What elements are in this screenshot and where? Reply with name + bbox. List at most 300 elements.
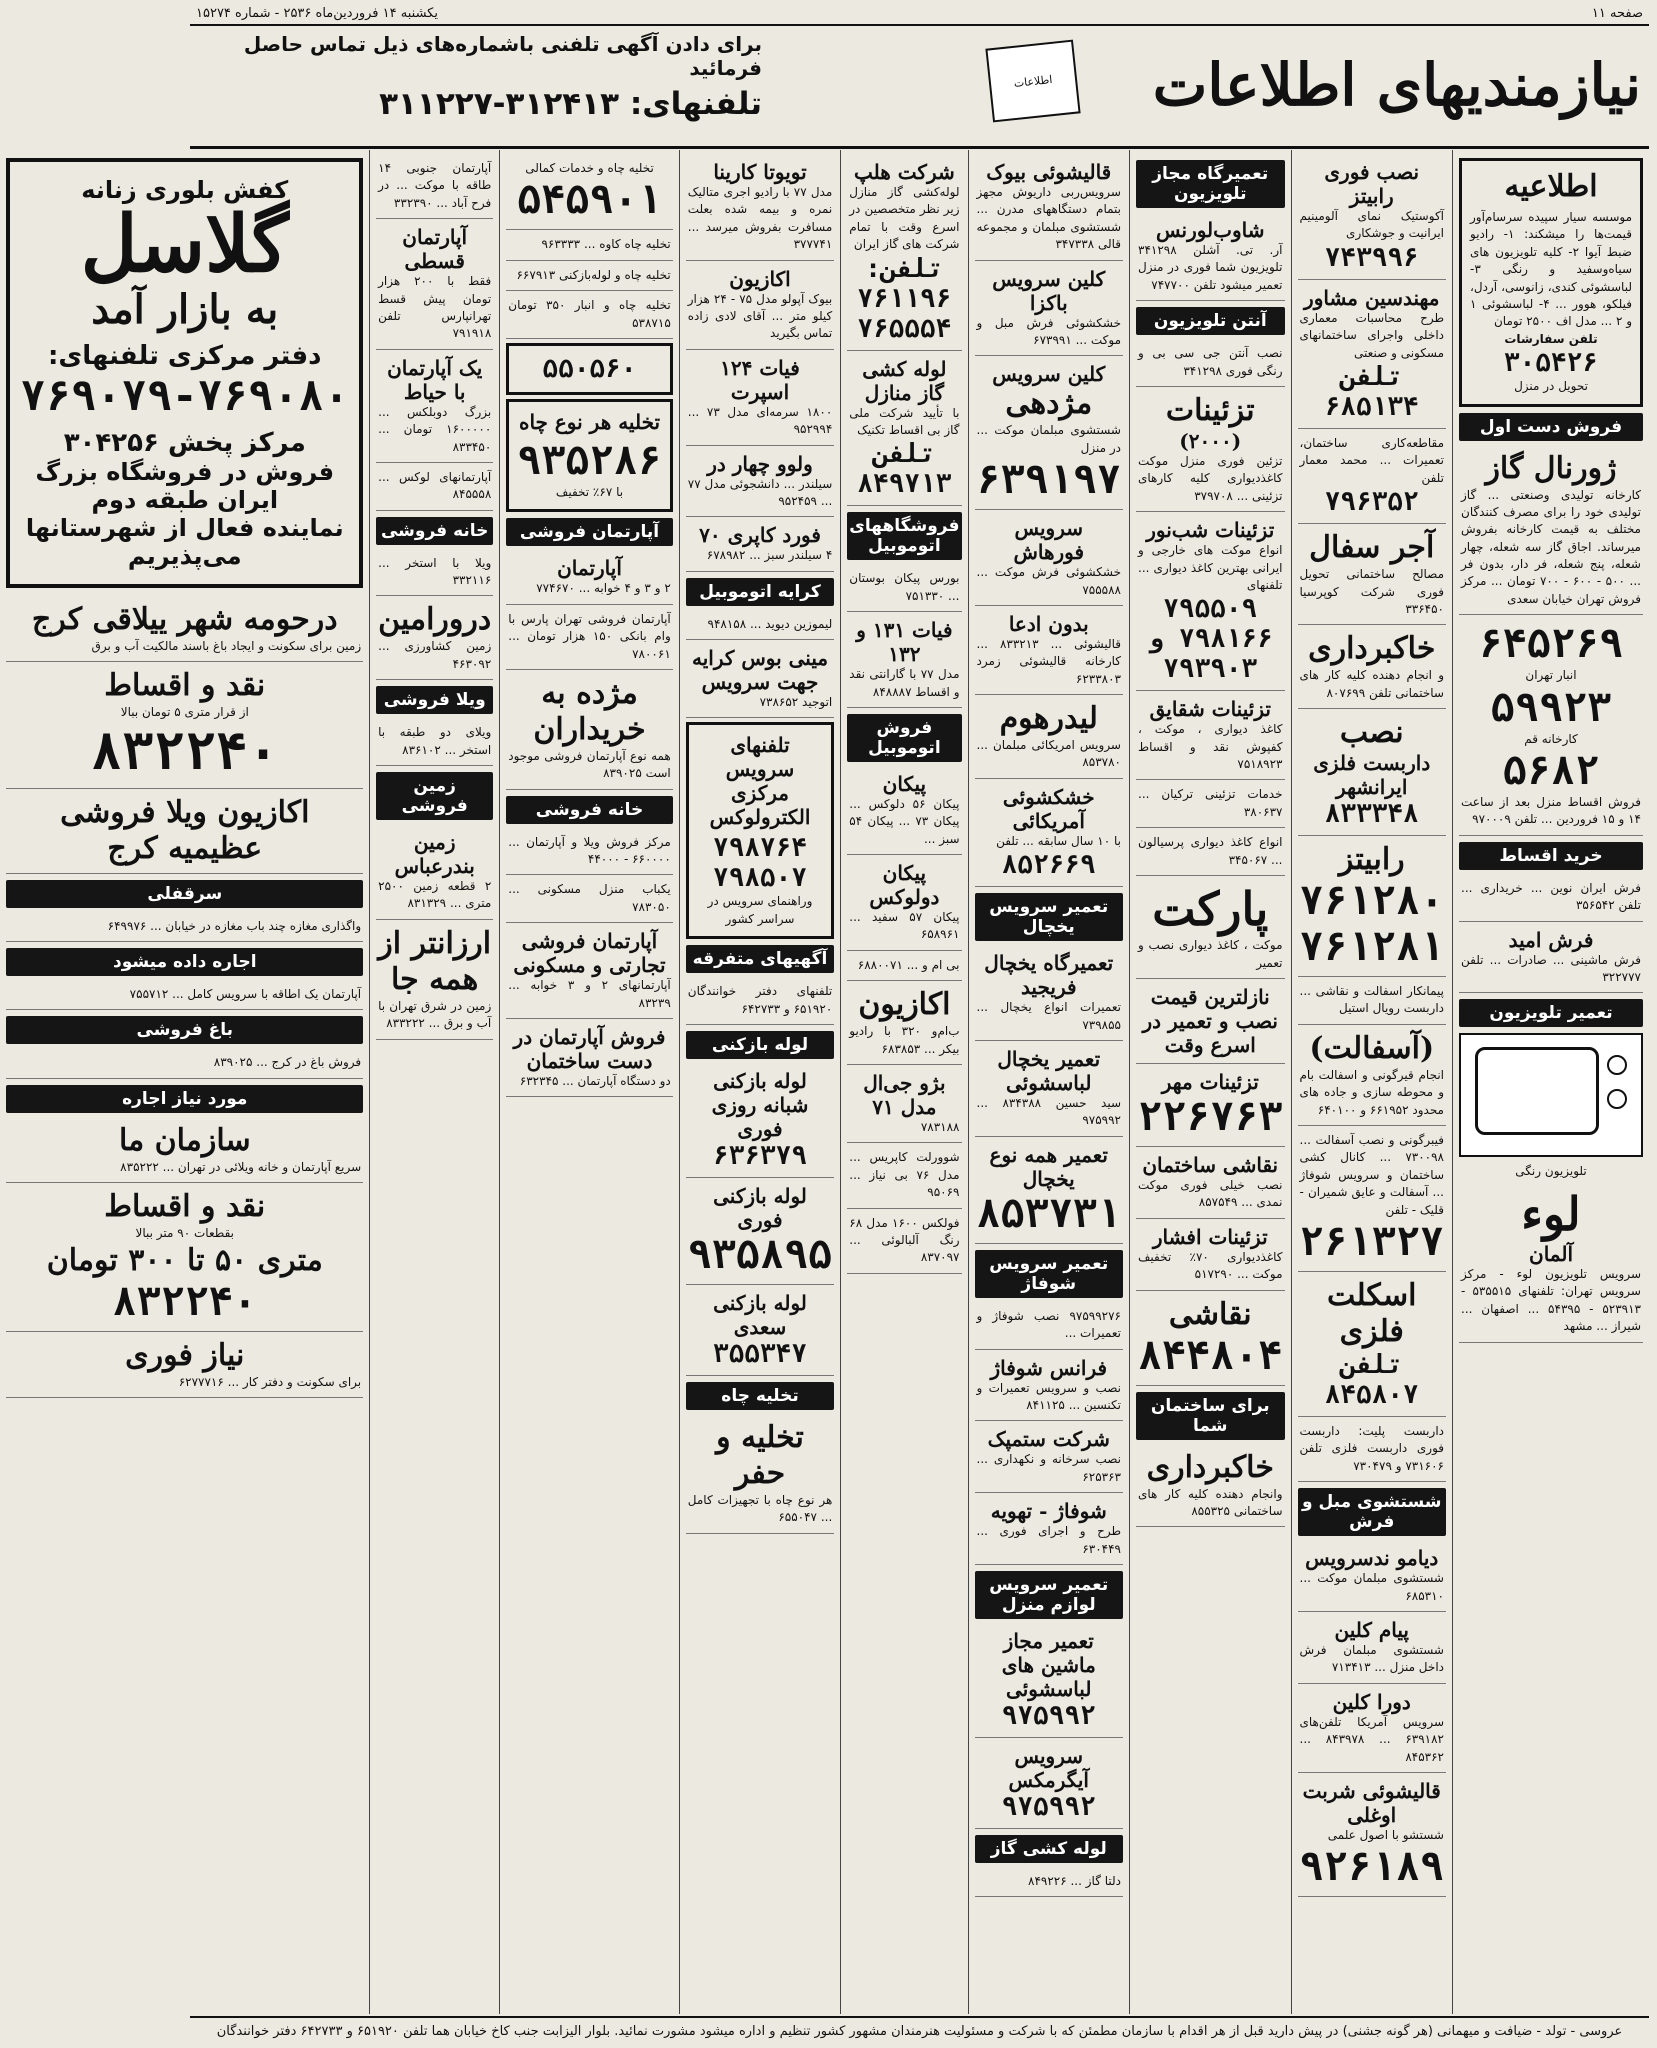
column-5 bbox=[840, 150, 967, 2014]
ad bbox=[975, 1350, 1124, 1422]
ad-body: فروش باغ در کرج ... ۸۳۹۰۲۵ bbox=[213, 1055, 362, 1070]
ad-title: لوله کشی گاز منازل bbox=[862, 356, 947, 405]
ad-body: تزئین فوری منزل موکت کاغذدیواری کلیه کارهای تزئینی ... ۳۷۹۷۰۸ bbox=[1138, 453, 1283, 503]
ad-body: زمین کشاورزی ... ۴۶۳۰۹۲ bbox=[378, 639, 492, 671]
ad bbox=[1298, 977, 1447, 1025]
ad bbox=[506, 550, 673, 604]
ad-columns bbox=[20, 150, 1649, 2014]
ad-title: لوله بازکنی شبانه روزی فوری bbox=[711, 1069, 809, 1142]
ad bbox=[975, 154, 1124, 261]
ad-body: کارخانه تولیدی وصنعتی ... گاز تولیدی خود را برای مصرف کنندگان مختلف به قیمت کارخانه بفروش میرساند. اجاق گاز سه شعله، چهار شعله، پنج شعله، فر دار، بدون فر ... ۵۰۰ - ۶۰۰ - ۷۰۰ تومان ... مرکز فروش تهران خیابان سعدی bbox=[1461, 487, 1641, 606]
ad bbox=[686, 1285, 835, 1376]
ad-subtitle: عظیمیه کرج bbox=[107, 830, 263, 866]
ad-body: همه نوع آپارتمان فروشی موجود است ۸۳۹۰۲۵ bbox=[508, 748, 671, 781]
ad-title: تویوتا کارینا bbox=[713, 160, 807, 184]
ad bbox=[1136, 876, 1285, 979]
ad-phone: ۸۵۳۷۳۱ bbox=[976, 1190, 1121, 1237]
ad-title: بژو جی‌ال مدل ۷۱ bbox=[863, 1071, 946, 1120]
ad-body: آپارتمانهای ۲ و ۳ خوابه ... ۸۳۲۳۹ bbox=[508, 978, 671, 1010]
ad-title: درحومه شهر ییلاقی کرج bbox=[31, 601, 338, 637]
ad-phone: ۵۴۵۹۰۱ bbox=[517, 177, 662, 224]
ad-subtitle: نصب و تعمیر در اسرع وقت bbox=[1142, 1009, 1278, 1057]
ad-body: نصب آنتن جی سی بی و رنگی فوری ۳۴۱۲۹۸ bbox=[1138, 346, 1283, 378]
ad-phone: ۸۳۲۲۴۰ bbox=[112, 1278, 258, 1325]
ad-title: پیکان bbox=[882, 771, 927, 796]
ad-title: نقد و اقساط bbox=[104, 1189, 266, 1225]
section-header: تعمیر سرویس یخچال bbox=[975, 893, 1124, 941]
ad-title: پیام کلین bbox=[1334, 1617, 1409, 1642]
ad-title: ولوو چهار در bbox=[707, 451, 813, 476]
ad bbox=[686, 1414, 835, 1534]
ad-body: قالیشوئی ... ۸۳۳۲۱۳ ... کارخانه قالیشوئی زمرد ۶۲۳۳۸۰۳ bbox=[976, 636, 1121, 686]
ad bbox=[686, 446, 835, 518]
column-3 bbox=[1129, 150, 1291, 2014]
ad-phone: ۷۹۸۵۰۷ bbox=[713, 863, 807, 894]
section-header: خانه فروشی bbox=[506, 796, 673, 824]
ad bbox=[1136, 979, 1285, 1064]
ad-title: لوله بازکنی سعدی bbox=[713, 1291, 807, 1340]
ad bbox=[847, 981, 961, 1065]
ad-body: آپارتمان جنوبی ۱۴ طاقه با موکت ... در فرح آباد ... ۳۳۲۳۹۰ bbox=[378, 161, 492, 210]
ad-title: متری ۵۰ تا ۳۰۰ تومان bbox=[46, 1242, 323, 1278]
boxed-ad bbox=[506, 399, 673, 512]
ad-title: پارکت bbox=[1152, 882, 1269, 937]
ad bbox=[506, 291, 673, 339]
section-header: خرید اقساط bbox=[1459, 842, 1643, 870]
ad-title: فورد کاپری ۷۰ bbox=[699, 523, 821, 548]
tv-screen bbox=[1475, 1047, 1599, 1135]
section-header: خانه فروشی bbox=[376, 517, 493, 545]
ad bbox=[376, 549, 493, 597]
ad-body: بی ام و ... ۶۸۸۰۰۷۱ bbox=[857, 957, 960, 972]
section-header: آنتن تلویزیون bbox=[1136, 307, 1285, 335]
ad bbox=[975, 1738, 1124, 1829]
ad bbox=[6, 1332, 363, 1398]
ad-body: پیمانکار اسفالت و نقاشی ... داربست رویال استیل bbox=[1299, 984, 1444, 1016]
ad-body: وانجام دهنده کلیه کار های ساختمانی ۸۵۵۳۲۵ bbox=[1138, 1486, 1283, 1518]
ad-body: سرویس آمریکا تلفن‌های ۶۳۹۱۸۲ ... ۸۴۳۹۷۸ ... ۸۴۵۳۶۲ bbox=[1299, 1714, 1444, 1764]
newspaper-page bbox=[20, 0, 1657, 2048]
ad-phone: ۷۹۶۳۵۲ bbox=[1324, 487, 1419, 518]
ad-body: خدمات تزئینی ترکیان ... ۳۸۰۶۳۷ bbox=[1138, 787, 1283, 819]
ad-body: آکوستیک نمای آلومینیم ایرانیت و جوشکاری bbox=[1299, 209, 1444, 241]
ad-title: (آسفالت) bbox=[1309, 1030, 1435, 1066]
ad-title: ژورنال گاز bbox=[1485, 450, 1617, 486]
ad bbox=[376, 350, 493, 463]
ad bbox=[847, 951, 961, 981]
ad-body: پیکان ۵۷ سفید ... ۶۵۸۹۶۱ bbox=[849, 910, 960, 942]
ad-title: تزئینات مهر bbox=[1161, 1070, 1259, 1094]
ad-title: کلین سرویس باکزا bbox=[992, 266, 1106, 315]
ad-body: ۷۸۳۱۸۸ bbox=[920, 1120, 960, 1135]
ad bbox=[6, 1117, 363, 1183]
galasel-promo bbox=[6, 158, 363, 588]
ad-body: ویلای دو طبقه با استخر ... ۸۳۶۱۰۲ bbox=[378, 725, 492, 757]
ad bbox=[1136, 339, 1285, 387]
ad bbox=[975, 1041, 1124, 1137]
ad-title: خاکبرداری bbox=[1146, 1449, 1274, 1485]
ad bbox=[975, 1867, 1124, 1897]
ad-title: مژدهی bbox=[1005, 386, 1093, 422]
ad bbox=[1459, 1181, 1643, 1343]
ad-body: واگذاری مغازه چند باب مغازه در خیابان ... ۶۴۹۹۷۶ bbox=[107, 918, 362, 933]
section-header: زمین فروشی bbox=[376, 772, 493, 820]
ad-title: تلفنهای سرویس مرکزی الکترولوکس bbox=[709, 733, 811, 830]
ad bbox=[506, 828, 673, 876]
ad-body: آپارتمان فروشی تهران پارس با وام بانکی ۱۵۰ هزار تومان ... ۷۸۰۰۶۱ bbox=[508, 611, 671, 661]
ad bbox=[847, 1065, 961, 1143]
promo-line: فروش در فروشگاه بزرگ ایران طبقه دوم bbox=[35, 457, 335, 514]
ad-body: وراهنمای سرویس در سراسر کشور bbox=[707, 894, 813, 926]
ad-body: مصالح ساختمانی تحویل فوری شرکت کوپرسیا ۳۳۶۴۵۰ bbox=[1299, 567, 1444, 616]
ad-phone: ۲۲۶۷۶۳ bbox=[1138, 1094, 1283, 1140]
section-header: فروشگاههای اتوموبیل bbox=[847, 512, 961, 560]
section-header: فروش دست اول bbox=[1459, 413, 1643, 441]
ad-phone: تلفن ۸۴۵۸۰۷ bbox=[1324, 1349, 1419, 1410]
ad-phone: ۵۶۸۲ bbox=[1502, 748, 1600, 795]
ad-body: موکت ، کاغذ دیواری نصب و تعمیر bbox=[1138, 938, 1283, 970]
ad bbox=[506, 230, 673, 260]
ad-title: تعمیر مجاز ماشین های لباسشوئی bbox=[1001, 1628, 1096, 1701]
masthead-note: برای دادن آگهی تلفنی باشماره‌های ذیل تماس حاصل فرمائید bbox=[243, 32, 762, 80]
ad-body: پیکان ۵۶ دلوکس ... پیکان ۷۳ ... پیکان ۵۴ سبز ... bbox=[849, 796, 960, 846]
section-header: تعمیر سرویس لوازم منزل bbox=[975, 1571, 1124, 1619]
ad-body: خشکشوئی فرش مبل و موکت ... ۶۷۳۹۹۱ bbox=[976, 315, 1121, 347]
ad-body: داربست پلیت: داربست فوری داربست فلزی تلفن ۷۳۱۶۰۶ و ۷۳۰۴۷۹ bbox=[1299, 1423, 1444, 1473]
ad bbox=[1136, 1219, 1285, 1291]
ad-phone: ۷۹۵۵۰۹ bbox=[1163, 594, 1258, 625]
top-line bbox=[190, 2, 1649, 26]
ad-subtitle: آلمان bbox=[1529, 1241, 1573, 1266]
ad-body: نصب و سرویس تعمیرات و تکنسین ... ۸۴۱۱۲۵ bbox=[976, 1380, 1121, 1412]
footer-banner: عروسی - تولد - ضیافت و میهمانی (هر گونه جشنی) در پیش دارید قبل از هر اقدام با سازمان مطمئن که با شرکت و مسئولیت هنرمندان مشهور کشور تنظیم و اداره میشود مشورت نمائید. بلوار الیزابت جنب کاخ خیابان هما تلفن ۶۵۱۹۲۰ و ۶۴۲۷۳۳ دفتر خوانندگان bbox=[190, 2016, 1649, 2044]
ad bbox=[686, 610, 835, 640]
ad bbox=[506, 605, 673, 670]
ad-title: قالیشوئی شربت اوغلی bbox=[1302, 1778, 1441, 1827]
ad-title: بدون ادعا bbox=[1008, 611, 1089, 636]
ad bbox=[1298, 280, 1447, 429]
ad bbox=[1136, 1291, 1285, 1386]
ad bbox=[376, 718, 493, 766]
ad bbox=[1298, 709, 1447, 836]
ad-title: مهندسین مشاور bbox=[1304, 285, 1440, 310]
ad bbox=[1136, 1064, 1285, 1147]
ad-body: طرح محاسبات معماری داخلی واجرای ساختمانهای مسکونی و صنعتی bbox=[1299, 310, 1444, 360]
ad-title: فیات ۱۲۴ اسپرت bbox=[720, 355, 800, 404]
section-header: اجاره داده میشود bbox=[6, 948, 363, 976]
ad-phone: تلفن: ۷۶۱۱۹۶ bbox=[857, 253, 952, 314]
ad-title: شرکت ستمپک bbox=[987, 1427, 1110, 1452]
ad-body: کاغذدیواری ۷۰٪ تخفیف موکت ... ۵۱۷۲۹۰ bbox=[1138, 1249, 1283, 1282]
ad-phone: ۷۶۱۲۸۱ bbox=[1299, 924, 1444, 971]
ad-title: ارزانتر از همه جا bbox=[378, 925, 492, 997]
ad-body: سریع آپارتمان و خانه ویلائی در تهران ... ۸۳۵۲۲۲ bbox=[120, 1159, 362, 1174]
section-header: سرقفلی bbox=[6, 880, 363, 908]
section-header: لوله بازکنی bbox=[686, 1031, 835, 1059]
ad-body: با تأیید شرکت ملی گاز بی اقساط تکنیک bbox=[849, 405, 960, 437]
ad-title: رابیتز bbox=[1338, 842, 1405, 878]
ad-body: شستشوی مبلمان فرش داخل منزل ... ۷۱۳۴۱۳ bbox=[1299, 1642, 1444, 1675]
notice-title: اطلاعیه bbox=[1504, 169, 1598, 204]
ad-title: خشکشوئی آمریکائی bbox=[1002, 784, 1095, 833]
ad-title: لیدرهوم bbox=[999, 701, 1098, 737]
ad-phone: ۷۹۸۱۶۶ و ۷۹۳۹۰۳ bbox=[1147, 624, 1273, 685]
ad bbox=[1136, 512, 1285, 691]
ad bbox=[975, 606, 1124, 695]
ad-body: خشکشوئی فرش موکت ... ۷۵۵۵۸۸ bbox=[976, 565, 1121, 597]
ad bbox=[686, 977, 835, 1025]
ad-phone: ۸۳۲۲۴۰ bbox=[90, 721, 279, 782]
ad bbox=[847, 612, 961, 708]
ad-body: انواع کاغذ دیواری پرسیالون ... ۳۴۵۰۶۷ bbox=[1138, 835, 1283, 867]
ad-body: فرش ایران نوین ... خریداری ... تلفن ۳۵۶۵۴۲ bbox=[1461, 880, 1641, 913]
ad bbox=[686, 154, 835, 261]
section-header: تعمیرگاه مجاز تلویزیون bbox=[1136, 160, 1285, 208]
ad bbox=[1298, 1773, 1447, 1897]
ad-phone: ۷۶۱۲۸۰ bbox=[1299, 878, 1444, 925]
ad bbox=[1298, 1540, 1447, 1612]
ad-body: مقاطعه‌کاری ساختمان، تعمیرات ... محمد معمار تلفن bbox=[1299, 435, 1444, 485]
ad-body: بورس پیکان بوستان ... ۷۵۱۳۳۰ bbox=[849, 571, 960, 603]
ad bbox=[506, 875, 673, 923]
ad bbox=[506, 154, 673, 230]
ad-title: پیکان دولوکس bbox=[869, 861, 940, 910]
page-number: صفحه ۱۱ bbox=[1591, 5, 1643, 21]
ad-body: فولکس ۱۶۰۰ مدل ۶۸ رنگ آلبالوئی ... ۸۳۷۰۹۷ bbox=[849, 1215, 960, 1265]
masthead-phones: تلفنهای: ۳۱۲۴۱۳-۳۱۱۲۲۷ bbox=[379, 86, 762, 122]
ad bbox=[6, 662, 363, 788]
ad-body: تخلیه چاه و لوله‌بازکنی ۶۶۷۹۱۳ bbox=[516, 267, 671, 282]
ad-body: آپارتمان یک اطاقه با سرویس کامل ... ۷۵۵۷۱۲ bbox=[129, 987, 362, 1002]
section-header: آگهیهای متفرقه bbox=[686, 945, 835, 973]
ad bbox=[975, 1493, 1124, 1565]
ad-phone: ۸۳۳۳۴۸ bbox=[1324, 799, 1419, 830]
ad bbox=[6, 1048, 363, 1078]
ad bbox=[975, 356, 1124, 510]
ad-body: تخلیه چاه و انبار ۳۵۰ تومان ۵۳۸۷۱۵ bbox=[508, 298, 671, 330]
ad-title: لوء bbox=[1521, 1186, 1581, 1241]
ad-body: مدل ۷۷ با رادیو اجری متالیک نمره و بیمه شده بعلت مسافرت بفروش میرسد ... ۳۷۷۷۴۱ bbox=[687, 185, 833, 252]
ad-body: تلفنهای دفتر خوانندگان ۶۵۱۹۲۰ و ۶۴۲۷۳۳ bbox=[687, 984, 833, 1016]
ad-phone: تلفن ۸۴۹۷۱۳ bbox=[857, 439, 952, 500]
ad bbox=[1298, 836, 1447, 977]
ad bbox=[1136, 691, 1285, 780]
ad-title: تخلیه هر نوع چاه bbox=[518, 409, 661, 434]
ad-body: دو دستگاه آپارتمان ... ۶۳۲۳۴۵ bbox=[519, 1074, 671, 1089]
ad bbox=[376, 824, 493, 920]
ad bbox=[1459, 445, 1643, 616]
ad-phone: ۶۴۵۲۶۹ bbox=[1478, 621, 1624, 668]
ad bbox=[376, 154, 493, 219]
ad-body: هر نوع چاه با تجهیزات کامل ... ۶۵۵۰۴۷ bbox=[687, 1493, 833, 1525]
ad-title: فروش آپارتمان در دست ساختمان bbox=[513, 1025, 666, 1074]
ad-phone: تلفن ۶۸۵۱۳۴ bbox=[1324, 361, 1419, 422]
ad bbox=[6, 789, 363, 874]
ad-phone: ۷۹۸۷۶۴ bbox=[713, 833, 807, 864]
section-header: آپارتمان فروشی bbox=[506, 518, 673, 546]
ad-title: خاکبرداری bbox=[1308, 631, 1436, 667]
ad-phone: ۸۵۲۶۶۹ bbox=[1001, 850, 1096, 881]
ad bbox=[847, 154, 961, 351]
notice-footer: تحویل در منزل bbox=[1514, 379, 1588, 394]
ad-title: شرکت هلپ bbox=[854, 160, 955, 184]
ad-body: و انجام دهنده کلیه کار های ساختمانی تلفن ۸۰۷۶۹۹ bbox=[1299, 668, 1444, 700]
section-header: مورد نیاز اجاره bbox=[6, 1085, 363, 1113]
ad-title: فرانس شوفاژ bbox=[990, 1355, 1108, 1380]
ad bbox=[847, 564, 961, 612]
ad-title: نقد و اقساط bbox=[104, 668, 266, 704]
ad-title: تعمیر یخچال لباسشوئی bbox=[997, 1047, 1101, 1096]
dateline: یکشنبه ۱۴ فروردین‌ماه ۲۵۳۶ - شماره ۱۵۲۷۴ bbox=[196, 5, 438, 21]
ad-body: فیبرگونی و نصب آسفالت ... ۷۳۰۰۹۸ ... کانال کشی ساختمان و سرویس شوفاژ ... آسفالت و عایق شمیران - قلیک - تلفن bbox=[1299, 1133, 1444, 1217]
masthead-contact bbox=[202, 32, 762, 122]
ad bbox=[847, 766, 961, 855]
ad-phone: ۶۳۹۱۹۷ bbox=[976, 457, 1121, 504]
ad-phone: ۹۳۵۲۸۶ bbox=[517, 437, 662, 484]
masthead bbox=[190, 26, 1649, 149]
tv-knob bbox=[1607, 1055, 1627, 1075]
ad-title: نصب فوری رابیتز bbox=[1324, 160, 1420, 208]
ad-body: بقطعات ۹۰ متر ببالا bbox=[135, 1226, 234, 1241]
ad bbox=[975, 1623, 1124, 1738]
section-header: باغ فروشی bbox=[6, 1016, 363, 1044]
ad bbox=[6, 912, 363, 942]
column-6 bbox=[679, 150, 841, 2014]
ad-body: لیموزین دیوید ... ۹۴۸۱۵۸ bbox=[707, 616, 833, 631]
promo-line: نماینده فعال از شهرستانها می‌پذیریم bbox=[25, 513, 344, 570]
ad bbox=[1298, 1684, 1447, 1773]
ad-phone: ۹۷۵۹۹۲ bbox=[1001, 1791, 1096, 1822]
ad-title: آپارتمان فروشی تجارتی و مسکونی bbox=[513, 929, 666, 978]
ad bbox=[686, 517, 835, 571]
ad-subtitle: داربست فلزی ایرانشهر bbox=[1313, 751, 1431, 800]
ad-body: بزرگ دوبلکس ... ۱۶۰۰۰۰۰ تومان ... ۸۳۳۴۵۰ bbox=[378, 404, 492, 454]
ad-title: تعمیر همه نوع یخچال bbox=[989, 1142, 1108, 1191]
ad-title: شوفاژ - تهویه bbox=[990, 1499, 1107, 1524]
ad-title: تزئینات شب‌نور bbox=[1146, 518, 1275, 543]
section-header: ویلا فروشی bbox=[376, 686, 493, 714]
ad-body: ۴ سیلندر سبز ... ۶۷۸۹۸۲ bbox=[706, 548, 833, 563]
ad-body: نصب خیلی فوری موکت نمدی ... ۸۵۷۵۴۹ bbox=[1138, 1178, 1283, 1210]
ad-body: بیوک آپولو مدل ۷۵ - ۲۴ هزار کیلو متر ... آقای لادی زاده تماس بگیرید bbox=[687, 291, 833, 341]
promo-brand: گلاسل bbox=[80, 199, 289, 290]
ad bbox=[1298, 1025, 1447, 1126]
ad bbox=[1298, 1417, 1447, 1482]
ad-body: ۹۷۵۹۹۲۷۶ نصب شوفاژ و تعمیرات ... bbox=[976, 1308, 1121, 1341]
promo-line: مرکز پخش ۳۰۴۲۵۶ bbox=[63, 427, 306, 458]
promo-line: دفتر مرکزی تلفنهای: bbox=[48, 340, 322, 371]
ad-body: تعمیرات انواع یخچال ... ۷۳۹۸۵۵ bbox=[976, 1000, 1121, 1032]
ad bbox=[506, 261, 673, 291]
ad-title: نقاشی ساختمان bbox=[1142, 1153, 1279, 1177]
ad-phone: ۷۶۵۵۵۴ bbox=[857, 313, 952, 344]
ad bbox=[686, 1063, 835, 1178]
ad-title: زمین بندرعباس bbox=[394, 830, 475, 879]
ad-title: تعمیرگاه یخچال فریجید bbox=[984, 951, 1114, 1000]
electrolux-ad bbox=[686, 722, 835, 939]
ad bbox=[6, 596, 363, 662]
ad-body: دلتا گاز ... ۸۴۹۲۲۶ bbox=[1028, 1873, 1121, 1888]
ad-phone: ۵۵۰۵۶۰ bbox=[542, 353, 637, 384]
ad bbox=[1136, 1147, 1285, 1219]
ad-title: مینی بوس کرایه جهت سرویس bbox=[691, 646, 829, 695]
column-2 bbox=[1291, 150, 1453, 2014]
ad-body: برای سکونت و دفتر کار ... ۶۲۷۷۷۱۶ bbox=[178, 1374, 362, 1389]
section-header: تعمیر تلویزیون bbox=[1459, 999, 1643, 1027]
ad-title: تزئینات bbox=[1165, 392, 1255, 428]
ad-title: درورامین bbox=[378, 602, 492, 638]
ad bbox=[1298, 524, 1447, 625]
ad bbox=[376, 219, 493, 350]
ad bbox=[1459, 615, 1643, 836]
ad bbox=[1298, 1612, 1447, 1684]
ad bbox=[975, 945, 1124, 1041]
ad-body: زمین در شرق تهران با آب و برق ... ۸۳۳۲۲۲ bbox=[378, 998, 492, 1031]
column-8 bbox=[369, 150, 499, 2014]
ad-phone: ۹۲۶۱۸۹ bbox=[1299, 1844, 1444, 1891]
ad-title: نازلترین قیمت bbox=[1150, 985, 1270, 1009]
ad bbox=[686, 640, 835, 718]
section-header: لوله کشی گاز bbox=[975, 1835, 1124, 1863]
ad-body: طرح و اجرای فوری ... ۶۳۰۴۴۹ bbox=[976, 1524, 1121, 1556]
ad bbox=[975, 1137, 1124, 1244]
ad-title: نقاشی bbox=[1168, 1296, 1252, 1332]
ad bbox=[686, 1178, 835, 1285]
ad-body: شستشوی مبلمان موکت ... ۶۸۵۳۱۰ bbox=[1299, 1571, 1444, 1603]
ad-body: سرویس امریکائی مبلمان ... ۸۵۳۷۸۰ bbox=[976, 738, 1121, 770]
ad bbox=[1298, 625, 1447, 709]
ad-phone: ۸۴۴۸۰۴ bbox=[1138, 1332, 1283, 1379]
ad bbox=[847, 1143, 961, 1208]
ad bbox=[1298, 1126, 1447, 1272]
promo-line: به بازار آمد bbox=[91, 285, 279, 333]
ad-phone: ۹۳۵۸۹۵ bbox=[687, 1232, 833, 1279]
ad-title: فیات ۱۳۱ و ۱۳۲ bbox=[856, 618, 953, 667]
ad-title: فرش امید bbox=[1508, 927, 1594, 952]
ad bbox=[376, 920, 493, 1040]
ad-body: با ۶۷٪ تخفیف bbox=[555, 484, 624, 499]
ad bbox=[975, 261, 1124, 357]
notice-body: موسسه سیار سپیده سرسام‌آور قیمت‌ها را میشکند: ۱- رادیو ضبط آیوا ۲- کلیه تلویزیون های سیاه‌وسفید و رنگی ۳- لباسشوئی کندی، زانوسی، آردل، فیلکو، هوور ... ۴- لباسشوئی ۱ و ۲ ... مدل اف ۲۵۰۰ تومان bbox=[1470, 210, 1633, 329]
ad-title: اسکلت فلزی bbox=[1327, 1277, 1417, 1349]
section-header: برای ساختمان شما bbox=[1136, 1392, 1285, 1440]
ad bbox=[1298, 1272, 1447, 1417]
ad-body: انجام قیرگونی و اسفالت بام و محوطه سازی و جاده های محدود ۶۶۱۹۵۲ و ۶۴۰۱۰۰ bbox=[1299, 1067, 1444, 1117]
ad-body: ۱۸۰۰ سرمه‌ای مدل ۷۳ ... ۹۵۲۹۹۴ bbox=[687, 404, 833, 437]
ad bbox=[686, 350, 835, 446]
section-header: تخلیه چاه bbox=[686, 1382, 835, 1410]
ad bbox=[1298, 429, 1447, 524]
ad-body: یکباب منزل مسکونی ... ۷۸۳۰۵۰ bbox=[508, 882, 671, 914]
ad bbox=[975, 695, 1124, 779]
ad-body: شستشوی مبلمان موکت ... در منزل bbox=[976, 423, 1121, 455]
ad-body: مدل ۷۷ با گارانتی نقد و اقساط ۸۴۸۸۸۷ bbox=[849, 667, 960, 699]
ad bbox=[847, 351, 961, 507]
ad-phone: ۳۵۵۳۴۷ bbox=[713, 1339, 807, 1370]
ad-title: اکازیون bbox=[729, 266, 791, 291]
ad-title: تزئینات شقایق bbox=[1149, 697, 1271, 722]
ad-body: زمین برای سکونت و ایجاد باغ باسند مالکیت آب و برق bbox=[91, 638, 362, 653]
section-header: تعمیر سرویس شوفاژ bbox=[975, 1250, 1124, 1298]
boxed-ad bbox=[506, 343, 673, 395]
ad bbox=[975, 779, 1124, 887]
ad bbox=[1136, 1444, 1285, 1528]
ad bbox=[847, 855, 961, 951]
promo-phones: ۷۶۹۰۷۹-۷۶۹۰۸۰ bbox=[20, 370, 350, 420]
ad bbox=[1459, 922, 1643, 994]
ad-caption: انبار تهران bbox=[1525, 668, 1577, 683]
ad-body: شوورلت کاپریس ... مدل ۷۶ بی‌ نیاز ... ۹۵۰۶۹ bbox=[849, 1150, 960, 1200]
